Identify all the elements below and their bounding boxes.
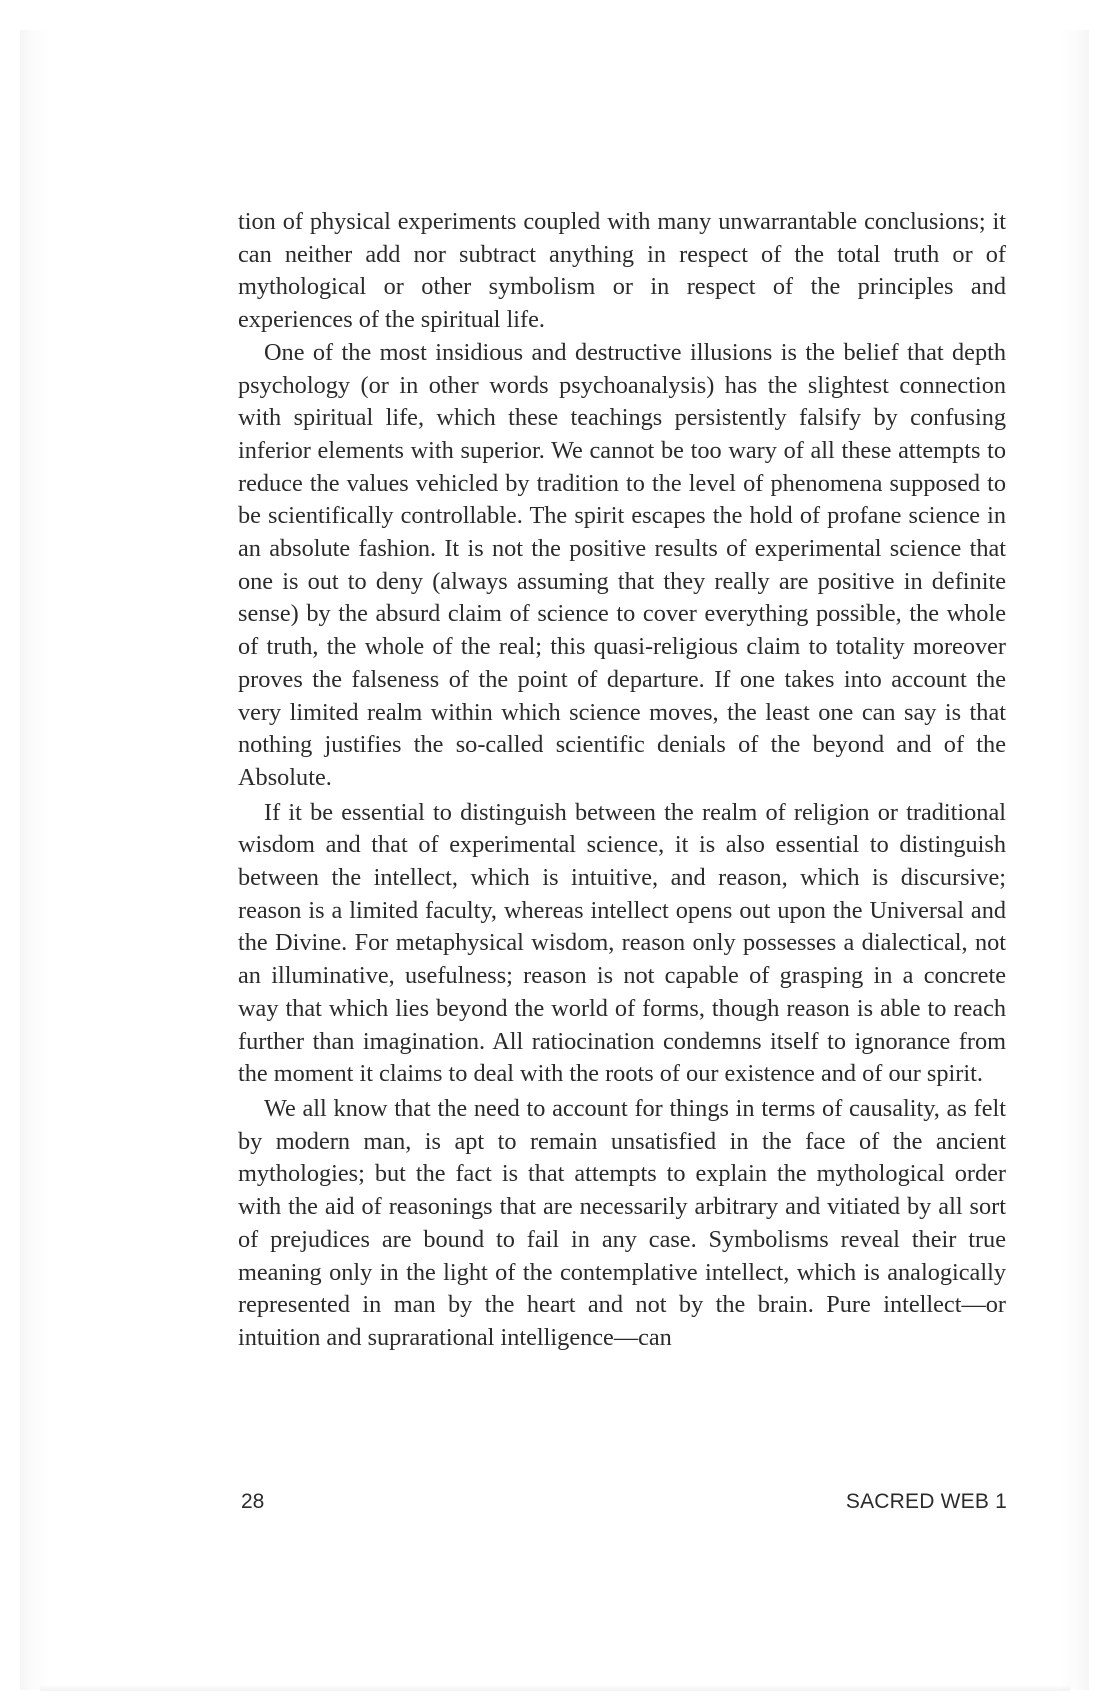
body-text bbox=[238, 206, 1006, 1355]
scan-shadow-left bbox=[20, 30, 50, 1690]
paragraph-psychology: One of the most insidious and destructive illusions is the belief that depth psychology (or in other words psychoanalysis) has the slightest connection with spiritual life, which these teachings persistently falsify by confusing inferior elements with superior. We cannot be too wary of all these attempts to reduce the values vehicled by tradition to the level of phenomena supposed to be scientifically controllable. The spirit escapes the hold of profane science in an absolute fashion. It is not the positive results of experimental science that one is out to deny (always assuming that they really are positive in definite sense) by the absurd claim of science to cover everything possible, the whole of truth, the whole of the real; this quasi-religious claim to totality moreover proves the falseness of the point of departure. If one takes into account the very limited realm within which science moves, the least one can say is that nothing justifies the so-called scientific denials of the beyond and of the Absolute. bbox=[238, 338, 1006, 791]
page-footer bbox=[241, 1490, 1007, 1520]
paragraph-mythologies: We all know that the need to account for things in terms of causality, as felt by modern man, is apt to remain unsatisfied in the face of the ancient mythologies; but the fact is that attempts to explain the mythological order with the aid of reasonings that are necessarily arbitrary and vitiated by all sort of prejudices are bound to fail in any case. Symbolisms reveal their true meaning only in the light of the contemplative intellect, which is analogically represented in man by the heart and not by the brain. Pure intellect—or intuition and suprarational intelligence—can bbox=[238, 1094, 1006, 1351]
running-title: SACRED WEB 1 bbox=[845, 1490, 1007, 1513]
paragraph-intellect-reason: If it be essential to distinguish between the realm of religion or traditional wisdom and that of experimental science, it is also essential to distinguish between the intellect, which is intuitive, and reason, which is discursive; reason is a limited faculty, whereas intellect opens out upon the Universal and the Divine. For metaphysical wisdom, reason only possesses a dialectical, not an illuminative, usefulness; reason is not capable of grasping in a concrete way that which lies beyond the world of forms, though reason is able to reach further than imagination. All ratiocination condemns itself to ignorance from the moment it claims to deal with the roots of our existence and of our spirit. bbox=[238, 798, 1006, 1088]
paragraph-continuation: tion of physical experiments coupled with many unwarrantable conclusions; it can neither add nor subtract anything in respect of the total truth or of mythological or other symbolism or in respect of the principles and experiences of the spiritual life. bbox=[238, 208, 1006, 334]
scan-shadow-right bbox=[1059, 30, 1089, 1690]
page-number: 28 bbox=[241, 1490, 265, 1513]
scan-shadow-bottom bbox=[40, 1685, 1070, 1691]
